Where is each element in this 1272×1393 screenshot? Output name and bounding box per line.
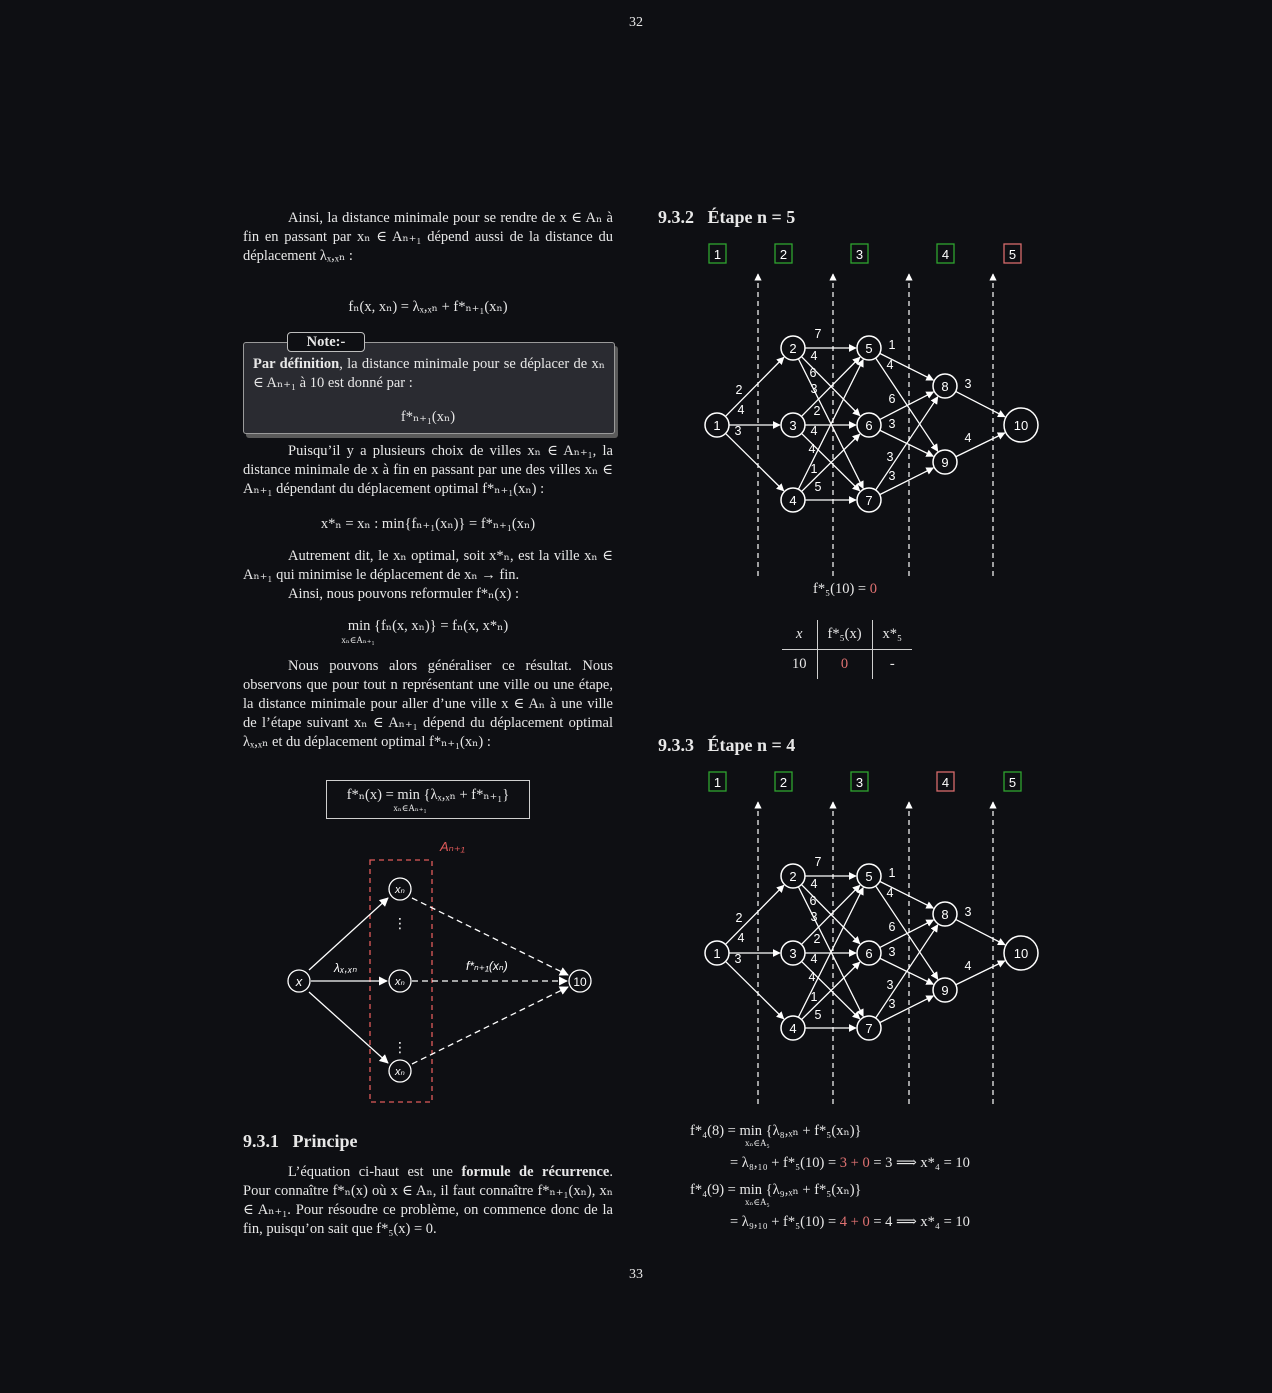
recurrence-formula: f*ₙ(x) = min {λₓ,ₓₙ + f*ₙ₊₁} [346,787,510,803]
g4-weight-8-10: 3 [964,905,972,919]
calc-line-3: f*₄(9) = min {λ₉,ₓₙ + f*₅(xₙ)} [690,1182,862,1198]
calc-line-4-b: = 4 ⟹ x*₄ = 10 [869,1214,970,1230]
principe-text-a: L’équation ci-haut est une [288,1164,462,1180]
edge-x-xn-bottom [309,992,388,1063]
g5-node-label-1: 1 [713,418,721,433]
g4-weight-3-7: 4 [810,952,818,966]
g5-weight-1-2: 2 [735,383,743,397]
g4-weight-4-7: 5 [814,1008,822,1022]
g5-weight-2-7: 6 [809,366,817,380]
g5-weight-5-8: 1 [888,338,896,352]
g5-weight-4-5: 4 [808,442,816,456]
paragraph-optimal: Autrement dit, le xₙ optimal, soit x*ₙ, est la ville xₙ ∈ Aₙ₊₁ qui minimise le déplacement de xₙ → fin. [243,548,613,583]
g5-stage-label-4: 4 [941,247,950,262]
g4-weight-2-7: 6 [809,894,817,908]
g5-weight-4-6: 1 [810,462,818,476]
paragraph-reformulate: Ainsi, nous pouvons reformuler f*ₙ(x) : [288,586,519,602]
equation-fn: fₙ(x, xₙ) = λₓ,ₓₙ + f*ₙ₊₁(xₙ) [348,299,508,315]
g4-weight-2-6: 4 [810,877,818,891]
g4-node-label-1: 1 [713,946,721,961]
calc-line-3-sub: xₙ∈A₅ [745,1197,770,1207]
f5-table [782,620,912,679]
f5-equation [780,581,910,598]
principe-text-b: . Pour connaître f*ₙ(x) où x ∈ Aₙ, il faut connaître f*ₙ₊₁(xₙ), xₙ ∈ Aₙ₊₁. Pour résoudre ce problème, on commence donc de la fin, puisqu’on sait que f*₅(x) = 0. [243,1164,613,1237]
g4-weight-6-9: 3 [888,945,896,959]
f5-value: 0 [869,581,877,597]
set-label: Aₙ₊₁ [440,839,465,854]
g4-weight-3-5: 3 [810,910,818,924]
note-title: Note:- [287,332,365,352]
paragraph-principe [243,1163,613,1239]
g4-weight-5-9: 4 [886,886,894,900]
g4-weight-9-10: 4 [964,959,972,973]
g4-stage-label-2: 2 [779,775,788,790]
g5-edge-1-2 [725,357,783,416]
g4-weight-6-8: 6 [888,920,896,934]
g5-node-label-10: 10 [1013,418,1029,433]
heading-etape-5-number: 9.3.2 [658,207,694,227]
calc-line-2-b: = 3 ⟹ x*₄ = 10 [869,1155,970,1171]
dots-top: ⋮ [393,915,407,931]
edge-label-lambda: λₓ,ₓₙ [334,961,358,975]
graph-stage-5 [690,236,1060,581]
g5-weight-6-8: 6 [888,392,896,406]
dashed-label: f*ₙ₊₁(xₙ) [466,959,508,973]
table-cell-f5: 0 [817,650,872,680]
g5-node-label-6: 6 [865,418,873,433]
heading-etape-4-title: Étape n = 4 [707,735,796,755]
g5-weight-1-4: 3 [734,424,742,438]
g4-weight-7-9: 3 [888,997,896,1011]
g5-weight-4-7: 5 [814,480,822,494]
g4-weight-2-5: 7 [814,855,822,869]
calc-line-2-a: = λ₈,₁₀ + f*₅(10) = [730,1155,840,1171]
g4-node-label-9: 9 [941,983,949,998]
g4-edge-1-4 [726,961,784,1018]
g4-node-label-2: 2 [789,869,797,884]
g5-edge-7-8 [876,397,938,490]
equation-min: min {fₙ(x, xₙ)} = fₙ(x, x*ₙ) [347,618,509,634]
g5-weight-3-7: 4 [810,424,818,438]
g4-weight-4-6: 1 [810,990,818,1004]
g4-node-label-3: 3 [789,946,797,961]
dots-bottom: ⋮ [393,1039,407,1055]
calc-line-4-a: = λ₉,₁₀ + f*₅(10) = [730,1214,840,1230]
g5-weight-5-9: 4 [886,358,894,372]
calc-line-1: f*₄(8) = min {λ₈,ₓₙ + f*₅(xₙ)} [690,1123,862,1139]
g4-node-label-5: 5 [865,869,873,884]
g4-edge-9-10 [956,961,1005,985]
heading-etape-4-number: 9.3.3 [658,735,694,755]
g5-weight-2-5: 7 [814,327,822,341]
g5-stage-label-2: 2 [779,247,788,262]
note-body: , la distance minimale pour se déplacer de xₙ ∈ Aₙ₊₁ à 10 est donné par : [253,356,606,391]
g5-edge-9-10 [956,433,1005,457]
g5-weight-6-9: 3 [888,417,896,431]
node-xn-top-label: xₙ [395,884,405,896]
g4-weight-1-2: 2 [735,911,743,925]
calc-line-4-red: 4 + 0 [839,1214,870,1230]
node-xn-mid-label: xₙ [395,976,405,988]
g5-weight-7-8: 3 [886,450,894,464]
g5-node-label-2: 2 [789,341,797,356]
heading-principe [243,1131,358,1152]
g5-weight-3-5: 3 [810,382,818,396]
heading-principe-title: Principe [292,1131,358,1151]
node-xn-bottom-label: xₙ [395,1066,405,1078]
g5-weight-2-6: 4 [810,349,818,363]
node-x-label: x [295,974,303,989]
recurrence-diagram [270,830,610,1110]
note-bold: Par définition [253,356,340,372]
g5-node-label-7: 7 [865,493,873,508]
paragraph-generalize: Nous pouvons alors généraliser ce résultat. Nous observons que pour tout n représentant une ville ou une étape, la distance minimale pour aller d’une ville x ∈ Aₙ à une ville de l’étape suivant xₙ ∈ Aₙ₊₁ dépend du déplacement optimal λₓ,ₓₙ et du déplacement optimal f*ₙ₊₁(xₙ) : [243,658,613,750]
g4-node-label-6: 6 [865,946,873,961]
g4-node-label-10: 10 [1013,946,1029,961]
note-formula: f*ₙ₊₁(xₙ) [400,409,456,425]
g5-node-label-8: 8 [941,379,949,394]
node-end-label: 10 [573,975,587,989]
g4-node-label-4: 4 [789,1021,797,1036]
graph-stage-4 [690,764,1060,1109]
g4-stage-label-3: 3 [855,775,864,790]
g5-weight-9-10: 4 [964,431,972,445]
heading-principe-number: 9.3.1 [243,1131,279,1151]
g4-weight-4-5: 4 [808,970,816,984]
table-header-x5star: x*₅ [872,620,912,650]
g4-weight-1-3: 4 [737,931,745,945]
page-number-bottom: 33 [629,1267,643,1282]
g4-node-label-8: 8 [941,907,949,922]
calc-line-1-sub: xₙ∈A₅ [745,1138,770,1148]
g5-weight-3-6: 2 [813,404,821,418]
g5-node-label-4: 4 [789,493,797,508]
calc-line-4 [730,1214,970,1231]
equation-xn-star: x*ₙ = xₙ : min{fₙ₊₁(xₙ)} = f*ₙ₊₁(xₙ) [320,516,536,532]
table-cell-x5star: - [872,650,912,680]
g5-edge-1-4 [726,433,784,490]
g4-stage-label-4: 4 [941,775,950,790]
table-header-f5: f*₅(x) [817,620,872,650]
equation-min-subscript: xₙ∈Aₙ₊₁ [341,635,375,645]
calc-line-2-red: 3 + 0 [839,1155,870,1171]
g4-edge-1-2 [725,885,783,944]
g5-edge-8-10 [956,391,1005,416]
g4-edge-8-10 [956,919,1005,944]
paragraph-intro: Ainsi, la distance minimale pour se rendre de x ∈ Aₙ à fin en passant par xₙ ∈ Aₙ₊₁ dépend aussi de la distance du déplacement λₓ,ₓₙ : [243,210,613,264]
g5-weight-8-10: 3 [964,377,972,391]
g4-edge-7-8 [876,925,938,1018]
g5-stage-label-5: 5 [1008,247,1017,262]
g5-edge-5-9 [876,358,938,451]
g4-weight-7-8: 3 [886,978,894,992]
heading-etape-5-title: Étape n = 5 [707,207,796,227]
heading-etape-4 [658,735,795,756]
g4-stage-label-5: 5 [1008,775,1017,790]
edge-x-xn-top [309,898,388,970]
g4-node-label-7: 7 [865,1021,873,1036]
heading-etape-5 [658,207,795,228]
table-header-x: x [782,620,817,650]
g5-stage-label-3: 3 [855,247,864,262]
principe-bold: formule de récurrence [461,1164,610,1180]
g5-stage-label-1: 1 [713,247,722,262]
f5-lhs: f*₅(10) = [813,581,870,597]
recurrence-formula-subscript: xₙ∈Aₙ₊₁ [393,803,427,813]
g4-stage-label-1: 1 [713,775,722,790]
g5-node-label-3: 3 [789,418,797,433]
calc-line-2 [730,1155,970,1172]
table-cell-x: 10 [792,656,807,672]
g4-edge-5-9 [876,886,938,979]
g4-weight-5-8: 1 [888,866,896,880]
dashed-edge-bottom [412,987,568,1064]
g4-weight-1-4: 3 [734,952,742,966]
g5-node-label-5: 5 [865,341,873,356]
g5-weight-1-3: 4 [737,403,745,417]
g5-node-label-9: 9 [941,455,949,470]
page-number-top: 32 [629,15,643,30]
note-text [253,355,605,393]
g4-weight-3-6: 2 [813,932,821,946]
g5-weight-7-9: 3 [888,469,896,483]
paragraph-choices: Puisqu’il y a plusieurs choix de villes xₙ ∈ Aₙ₊₁, la distance minimale de x à fin en passant par une des villes xₙ ∈ Aₙ₊₁ dépendant du déplacement optimal f*ₙ₊₁(xₙ) : [243,443,613,497]
